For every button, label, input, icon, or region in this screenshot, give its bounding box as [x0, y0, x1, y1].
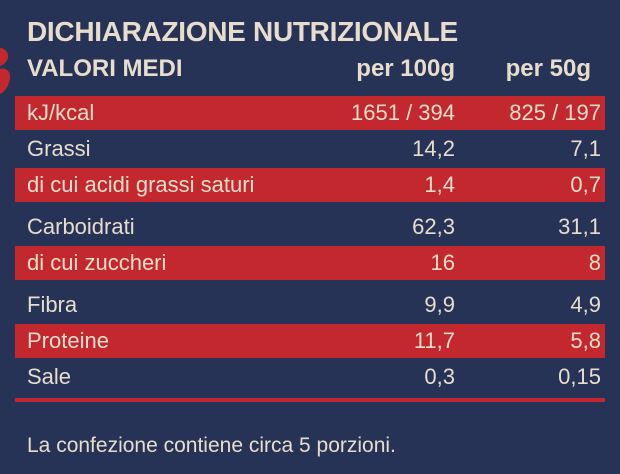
table-row-sugars — [15, 246, 605, 280]
row-value-per-50g: 4,9 — [570, 292, 601, 317]
table-row-protein — [15, 324, 605, 358]
row-label: Grassi — [27, 136, 91, 161]
row-value-per-100g: 11,7 — [413, 328, 455, 353]
row-value-per-50g: 8 — [588, 250, 601, 275]
divider-line — [15, 398, 605, 402]
row-label: Carboidrati — [27, 214, 135, 239]
table-row-saturated-fat — [15, 168, 605, 202]
panel-title: DICHIARAZIONE NUTRIZIONALE — [27, 16, 458, 47]
row-value-per-50g: 0,7 — [570, 172, 601, 197]
table-header-row — [15, 54, 605, 84]
table-row-energy — [15, 96, 605, 130]
row-value-per-50g: 5,8 — [570, 328, 601, 353]
row-value-per-50g: 0,15 — [558, 364, 601, 389]
table-row-salt — [15, 360, 605, 394]
row-label: Proteine — [27, 328, 109, 353]
row-value-per-50g: 7,1 — [570, 136, 601, 161]
table-row-carbohydrates — [15, 210, 605, 244]
row-value-per-100g: 9,9 — [424, 292, 455, 317]
row-value-per-100g: 14,2 — [412, 136, 455, 161]
row-value-per-100g: 1651 / 394 — [351, 100, 455, 125]
decorative-red-shape-icon — [0, 47, 12, 95]
row-value-per-100g: 62,3 — [412, 214, 455, 239]
row-label: kJ/kcal — [27, 100, 95, 125]
row-value-per-100g: 1,4 — [424, 172, 455, 197]
row-value-per-50g: 31,1 — [558, 214, 601, 239]
row-label: di cui acidi grassi saturi — [27, 172, 255, 197]
row-label: di cui zuccheri — [27, 250, 167, 275]
header-per-50g: per 50g — [505, 55, 591, 82]
table-row-fiber — [15, 288, 605, 322]
row-value-per-50g: 825 / 197 — [509, 100, 601, 125]
row-value-per-100g: 16 — [430, 250, 455, 275]
nutrition-table — [0, 96, 620, 394]
table-row-fat — [15, 132, 605, 166]
servings-note: La confezione contiene circa 5 porzioni. — [27, 434, 396, 457]
row-value-per-100g: 0,3 — [424, 364, 455, 389]
row-label: Sale — [27, 364, 72, 389]
header-per-100g: per 100g — [356, 55, 455, 82]
row-label: Fibra — [27, 292, 78, 317]
header-valori-medi: VALORI MEDI — [27, 55, 183, 82]
